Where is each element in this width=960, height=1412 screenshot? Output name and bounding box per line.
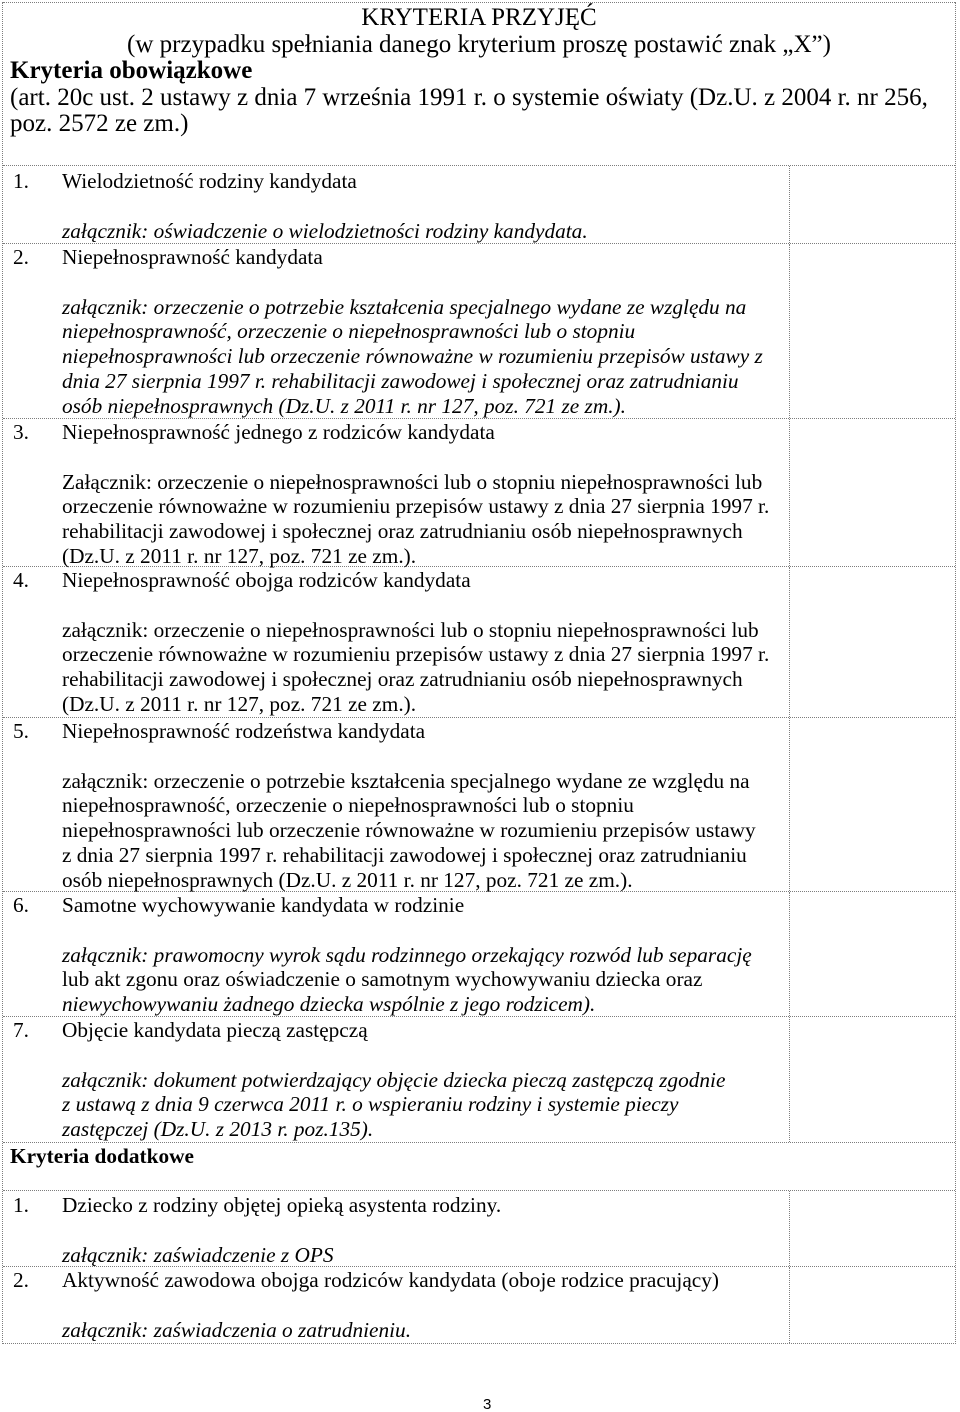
attachment-line: niepełnosprawności lub orzeczenie równoważne w rozumieniu przepisów ustawy z [62, 344, 763, 368]
criterion-number: 3. [13, 420, 29, 444]
criterion-row [3, 165, 955, 243]
criterion-title: Niepełnosprawność jednego z rodziców kandydata [62, 420, 495, 444]
criterion-row [3, 566, 955, 717]
attachment-note [13, 219, 789, 244]
criterion-heading [13, 245, 789, 270]
attachment-line: zastępczej (Dz.U. z 2013 r. poz.135). [62, 1117, 374, 1141]
attachment-line: z ustawą z dnia 9 czerwca 2011 r. o wspieraniu rodziny i systemie pieczy [62, 1092, 679, 1117]
page-number: 3 [483, 1396, 492, 1412]
attachment-note [13, 1318, 789, 1343]
criterion-title: Samotne wychowywanie kandydata w rodzinie [62, 893, 465, 917]
attachment-note [13, 470, 789, 569]
attachment-line: załącznik: zaświadczenia o zatrudnieniu. [62, 1317, 412, 1342]
criterion-row [3, 1190, 955, 1266]
criterion-cell [3, 1267, 790, 1343]
mark-cell [790, 1017, 955, 1142]
attachment-line: niepełnosprawność, orzeczenie o niepełnosprawności lub o stopniu [62, 793, 634, 818]
mark-cell [790, 567, 955, 717]
mark-cell [790, 892, 955, 1016]
mark-cell [790, 718, 955, 891]
instruction-text: (w przypadku spełniania danego kryterium proszę postawić znak „X”) [127, 30, 831, 58]
criterion-title: Niepełnosprawność kandydata [62, 245, 323, 269]
attachment-line: załącznik: zaświadczenie z OPS [62, 1242, 334, 1267]
table-header [3, 2, 955, 165]
criterion-title: Objęcie kandydata pieczą zastępczą [62, 1018, 368, 1042]
legal-basis-line: (art. 20c ust. 2 ustawy z dnia 7 września 1991 r. o systemie oświaty (Dz.U. z 2004 r. nr 256, [10, 83, 928, 111]
attachment-line: osób niepełnosprawnych (Dz.U. z 2011 r. nr 127, poz. 721 ze zm.). [62, 393, 626, 418]
attachment-note [13, 618, 789, 717]
attachment-line: z dnia 27 sierpnia 1997 r. rehabilitacji zawodowej i społecznej oraz zatrudnianiu [62, 842, 747, 867]
criterion-number: 2. [13, 245, 29, 269]
mark-cell [790, 1267, 955, 1343]
criterion-cell [3, 1017, 790, 1142]
legal-basis-line: poz. 2572 ze zm.) [10, 110, 189, 137]
attachment-line: dnia 27 sierpnia 1997 r. rehabilitacji zawodowej i społecznej oraz zatrudnianiu [62, 368, 739, 393]
criterion-number: 6. [13, 893, 29, 917]
criterion-heading [13, 1018, 789, 1043]
criterion-title: Aktywność zawodowa obojga rodziców kandydata (oboje rodzice pracujący) [62, 1268, 719, 1292]
criterion-title: Wielodzietność rodziny kandydata [62, 169, 357, 193]
mark-cell [790, 244, 955, 418]
criterion-row [3, 891, 955, 1016]
criterion-heading [13, 719, 789, 744]
attachment-line: załącznik: orzeczenie o niepełnosprawności lub o stopniu niepełnosprawności lub [62, 617, 759, 642]
criterion-number: 7. [13, 1018, 29, 1042]
attachment-line: (Dz.U. z 2011 r. nr 127, poz. 721 ze zm.). [62, 691, 417, 716]
criterion-number: 1. [13, 1193, 29, 1217]
criterion-cell [3, 166, 790, 243]
criterion-cell [3, 718, 790, 891]
criterion-row [3, 1016, 955, 1142]
attachment-line: załącznik: dokument potwierdzający objęcie dziecka pieczą zastępczą zgodnie [62, 1067, 726, 1092]
criterion-row [3, 243, 955, 418]
attachment-line: osób niepełnosprawnych (Dz.U. z 2011 r. nr 127, poz. 721 ze zm.). [62, 867, 633, 892]
criterion-heading [13, 169, 789, 194]
criterion-row [3, 418, 955, 566]
criterion-title: Niepełnosprawność obojga rodziców kandydata [62, 568, 471, 592]
attachment-line: rehabilitacji zawodowej i społecznej oraz zatrudnianiu osób niepełnosprawnych [62, 519, 743, 543]
criterion-row [3, 1266, 955, 1343]
criterion-heading [13, 893, 789, 918]
attachment-line: orzeczenie równoważne w rozumieniu przepisów ustawy z dnia 27 sierpnia 1997 r. [62, 642, 770, 667]
criterion-heading [13, 1193, 789, 1218]
criterion-title: Niepełnosprawność rodzeństwa kandydata [62, 719, 426, 743]
page-title: KRYTERIA PRZYJĘĆ [361, 4, 597, 31]
attachment-line: niewychowywaniu żadnego dziecka wspólnie z jego rodzicem). [62, 992, 596, 1016]
attachment-note [13, 295, 789, 419]
criterion-heading [13, 420, 789, 445]
attachment-line: orzeczenie równoważne w rozumieniu przepisów ustawy z dnia 27 sierpnia 1997 r. [62, 494, 770, 519]
attachment-note [13, 769, 789, 893]
criterion-cell [3, 419, 790, 566]
criterion-number: 5. [13, 719, 29, 743]
attachment-line: załącznik: orzeczenie o potrzebie kształcenia specjalnego wydane ze względu na [62, 768, 750, 793]
section-title-mandatory: Kryteria obowiązkowe [10, 57, 253, 84]
mark-cell [790, 1191, 955, 1266]
attachment-line: Załącznik: orzeczenie o niepełnosprawności lub o stopniu niepełnosprawności lub [62, 469, 763, 494]
attachment-line: załącznik: oświadczenie o wielodzietności rodziny kandydata. [62, 218, 588, 243]
criterion-number: 4. [13, 568, 29, 592]
criterion-cell [3, 1191, 790, 1266]
criterion-heading [13, 1268, 789, 1293]
attachment-line: załącznik: prawomocny wyrok sądu rodzinnego orzekający rozwód lub separację [62, 942, 752, 967]
mark-cell [790, 166, 955, 243]
criteria-table [2, 2, 956, 1344]
criterion-number: 2. [13, 1268, 29, 1292]
attachment-line: lub akt zgonu oraz oświadczenie o samotnym wychowywaniu dziecka oraz [62, 967, 703, 992]
criterion-heading [13, 568, 789, 593]
attachment-line: niepełnosprawność, orzeczenie o niepełnosprawności lub o stopniu [62, 319, 636, 344]
criterion-cell [3, 244, 790, 418]
attachment-line: (Dz.U. z 2011 r. nr 127, poz. 721 ze zm.). [62, 543, 417, 568]
criterion-title: Dziecko z rodziny objętej opieką asystenta rodziny. [62, 1193, 502, 1217]
criterion-number: 1. [13, 169, 29, 193]
mark-cell [790, 419, 955, 566]
criterion-row [3, 717, 955, 891]
attachment-note [13, 1243, 789, 1268]
attachment-line: rehabilitacji zawodowej i społecznej oraz zatrudnianiu osób niepełnosprawnych [62, 667, 743, 691]
attachment-line: załącznik: orzeczenie o potrzebie kształcenia specjalnego wydane ze względu na [62, 294, 747, 319]
attachment-note [13, 1068, 789, 1142]
criterion-cell [3, 892, 790, 1016]
section-title-additional: Kryteria dodatkowe [3, 1142, 955, 1190]
attachment-note [13, 943, 789, 1017]
attachment-line: niepełnosprawności lub orzeczenie równoważne w rozumieniu przepisów ustawy [62, 818, 756, 842]
criterion-cell [3, 567, 790, 717]
